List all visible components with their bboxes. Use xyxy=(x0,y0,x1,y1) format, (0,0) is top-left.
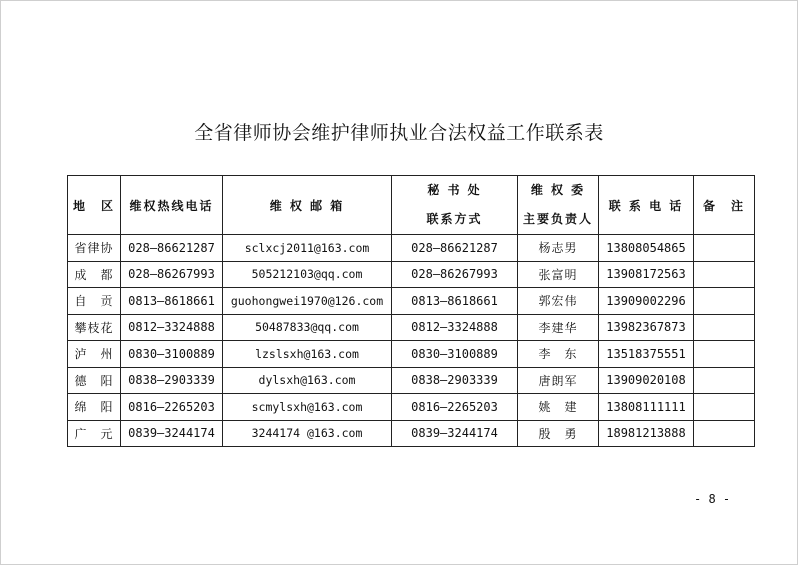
cell-phone: 13982367873 xyxy=(599,314,694,341)
cell-email: 505212103@qq.com xyxy=(223,261,392,288)
table-row xyxy=(68,235,755,262)
cell-notes xyxy=(694,341,755,368)
cell-hotline: 0838—2903339 xyxy=(121,367,223,394)
cell-hotline: 0812—3324888 xyxy=(121,314,223,341)
cell-region: 广 元 xyxy=(68,420,121,447)
cell-region: 德 阳 xyxy=(68,367,121,394)
cell-hotline: 0816—2265203 xyxy=(121,394,223,421)
cell-notes xyxy=(694,314,755,341)
cell-region: 成 都 xyxy=(68,261,121,288)
header-email: 维 权 邮 箱 xyxy=(223,176,392,235)
cell-phone: 13909020108 xyxy=(599,367,694,394)
header-secretariat-line1: 秘 书 处 xyxy=(427,183,482,197)
cell-notes xyxy=(694,420,755,447)
cell-phone: 18981213888 xyxy=(599,420,694,447)
cell-notes xyxy=(694,367,755,394)
cell-email: sclxcj2011@163.com xyxy=(223,235,392,262)
table-row xyxy=(68,261,755,288)
cell-phone: 13518375551 xyxy=(599,341,694,368)
table-header-row xyxy=(68,176,755,235)
contact-table xyxy=(67,175,755,447)
cell-hotline: 028—86267993 xyxy=(121,261,223,288)
cell-secretariat: 028—86267993 xyxy=(392,261,518,288)
cell-secretariat: 0830—3100889 xyxy=(392,341,518,368)
cell-notes xyxy=(694,235,755,262)
cell-region: 攀枝花 xyxy=(68,314,121,341)
header-region: 地 区 xyxy=(68,176,121,235)
cell-hotline: 028—86621287 xyxy=(121,235,223,262)
header-committee-line1: 维 权 委 xyxy=(530,183,586,197)
cell-email: dylsxh@163.com xyxy=(223,367,392,394)
cell-secretariat: 0813—8618661 xyxy=(392,288,518,315)
cell-person: 郭宏伟 xyxy=(518,288,599,315)
cell-region: 自 贡 xyxy=(68,288,121,315)
cell-phone: 13808111111 xyxy=(599,394,694,421)
table-row xyxy=(68,367,755,394)
cell-notes xyxy=(694,261,755,288)
cell-person: 姚 建 xyxy=(518,394,599,421)
cell-hotline: 0813—8618661 xyxy=(121,288,223,315)
cell-email: guohongwei1970@126.com xyxy=(223,288,392,315)
cell-person: 杨志男 xyxy=(518,235,599,262)
cell-secretariat: 0812—3324888 xyxy=(392,314,518,341)
cell-hotline: 0839—3244174 xyxy=(121,420,223,447)
header-committee xyxy=(518,176,599,235)
cell-region: 泸 州 xyxy=(68,341,121,368)
header-committee-line2: 主要负责人 xyxy=(522,212,593,226)
cell-secretariat: 0839—3244174 xyxy=(392,420,518,447)
header-secretariat xyxy=(392,176,518,235)
cell-person: 唐朗军 xyxy=(518,367,599,394)
cell-notes xyxy=(694,288,755,315)
cell-person: 殷 勇 xyxy=(518,420,599,447)
page-number: - 8 - xyxy=(694,492,731,506)
cell-email: lzslsxh@163.com xyxy=(223,341,392,368)
cell-phone: 13908172563 xyxy=(599,261,694,288)
header-hotline: 维权热线电话 xyxy=(121,176,223,235)
document-title: 全省律师协会维护律师执业合法权益工作联系表 xyxy=(194,122,604,144)
table-row xyxy=(68,314,755,341)
cell-secretariat: 0816—2265203 xyxy=(392,394,518,421)
table-row xyxy=(68,420,755,447)
cell-phone: 13808054865 xyxy=(599,235,694,262)
cell-person: 张富明 xyxy=(518,261,599,288)
header-notes: 备 注 xyxy=(694,176,755,235)
cell-email: scmylsxh@163.com xyxy=(223,394,392,421)
table-row xyxy=(68,341,755,368)
table-row xyxy=(68,288,755,315)
cell-notes xyxy=(694,394,755,421)
header-phone: 联 系 电 话 xyxy=(599,176,694,235)
cell-hotline: 0830—3100889 xyxy=(121,341,223,368)
table-row xyxy=(68,394,755,421)
cell-secretariat: 028—86621287 xyxy=(392,235,518,262)
cell-secretariat: 0838—2903339 xyxy=(392,367,518,394)
cell-person: 李建华 xyxy=(518,314,599,341)
cell-person: 李 东 xyxy=(518,341,599,368)
cell-phone: 13909002296 xyxy=(599,288,694,315)
cell-email: 50487833@qq.com xyxy=(223,314,392,341)
cell-email: 3244174 @163.com xyxy=(223,420,392,447)
header-secretariat-line2: 联系方式 xyxy=(426,212,483,226)
cell-region: 省律协 xyxy=(68,235,121,262)
cell-region: 绵 阳 xyxy=(68,394,121,421)
